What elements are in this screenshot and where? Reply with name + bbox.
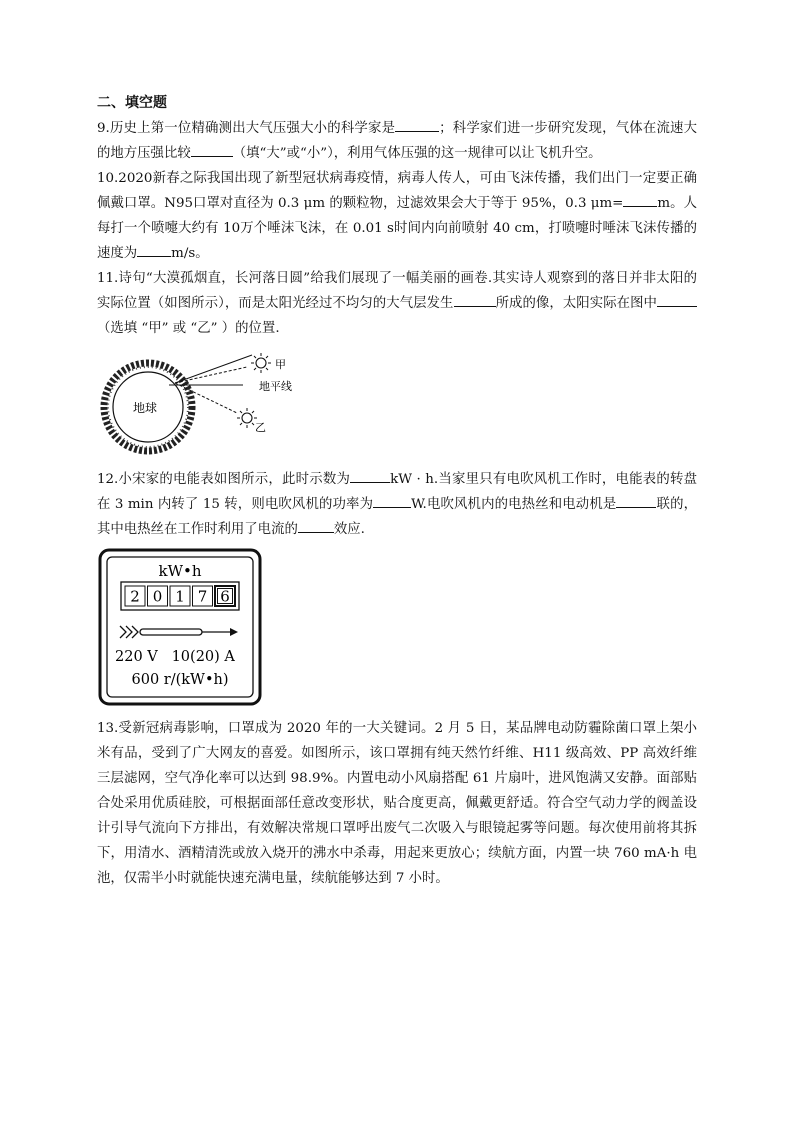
question-10-text-1: 10.2020新春之际我国出现了新型冠状病毒疫情，病毒人传人，可由飞沫传播，我们出门一定要正确佩戴口罩。N95口罩对直径为 0.3 μm 的颗粒物，过滤效果会大于等于 95%，0.3 μm= bbox=[97, 171, 697, 211]
meter-digit: 1 bbox=[175, 587, 185, 606]
question-9 bbox=[97, 116, 697, 166]
meter-digit: 7 bbox=[197, 587, 208, 606]
question-12-text-2: kW · h.当家里只有电吹风机工作时，电能表的转盘在 3 min 内转了 15 转，则电吹风机的功率为 bbox=[97, 472, 697, 512]
question-11 bbox=[97, 266, 697, 341]
answer-blank[interactable] bbox=[395, 116, 439, 132]
meter-rating: 220 V 10(20) A bbox=[115, 649, 235, 665]
question-10 bbox=[97, 166, 697, 266]
answer-blank[interactable] bbox=[137, 241, 171, 257]
meter-unit: kW•h bbox=[158, 562, 202, 580]
question-12-text-5: 效应. bbox=[333, 522, 365, 537]
question-10-text-3: m/s。 bbox=[171, 246, 209, 261]
question-11-text-1: 11.诗句“大漠孤烟直，长河落日圆”给我们展现了一幅美丽的画卷.其实诗人观察到的落日并非太阳的实际位置（如图所示），而是太阳光经过不均匀的大气层发生 bbox=[97, 271, 697, 311]
question-9-text-1: 9.历史上第一位精确测出大气压强大小的科学家是 bbox=[97, 121, 396, 136]
question-12-text-3: W.电吹风机内的电热丝和电动机是 bbox=[411, 497, 617, 512]
actual-sun-line bbox=[175, 383, 237, 413]
answer-blank[interactable] bbox=[623, 191, 657, 207]
question-12-text-4: 联的，其中电热丝在工作时利用了电流的 bbox=[97, 497, 697, 537]
meter-constant: 600 r/(kW•h) bbox=[131, 672, 229, 688]
sun-icon bbox=[237, 408, 257, 428]
question-9-text-3: （填“大”或“小”），利用气体压强的这一规律可以让飞机升空。 bbox=[232, 146, 602, 161]
horizon-label: 地平线 bbox=[259, 380, 292, 393]
answer-blank[interactable] bbox=[373, 492, 411, 508]
question-12 bbox=[97, 467, 697, 542]
answer-blank[interactable] bbox=[657, 291, 697, 307]
refracted-light-ray bbox=[175, 355, 252, 383]
sun-icon bbox=[251, 353, 271, 373]
document-content bbox=[97, 92, 697, 891]
answer-blank[interactable] bbox=[191, 141, 233, 157]
question-13: 13.受新冠病毒影响，口罩成为 2020 年的一大关键词。2 月 5 日，某品牌电动防霾除菌口罩上架小米有品，受到了广大网友的喜爱。如图所示，该口罩拥有纯天然竹纤维、H11 级高效、PP 高效纤维三层滤网，空气净化率可以达到 98.9%。内置电动小风扇搭配 61 片扇叶，进风饱满又安静。面部贴合处采用优质硅胶，可根据面部任意改变形状，贴合度更高，佩戴更舒适。符合空气动力学的阀盖设计引导气流向下方排出，有效解决常规口罩呼出废气二次吸入与眼镜起雾等问题。每次使用前将其拆下，用清水、酒精清洗或放入烧开的沸水中杀毒，用起来更放心；续航方面，内置一块 760 mA·h 电池，仅需半小时就能快速充满电量，续航能够达到 7 小时。 bbox=[97, 721, 697, 886]
earth-label: 地球 bbox=[133, 401, 158, 415]
answer-blank[interactable] bbox=[298, 517, 334, 533]
electric-meter-figure bbox=[98, 548, 268, 708]
section-title: 二、填空题 bbox=[97, 95, 167, 111]
earth-sunset-figure bbox=[97, 347, 357, 457]
meter-digit: 2 bbox=[130, 587, 140, 606]
question-10-text-2: m。人每打一个喷嚏大约有 10万个唾沫飞沫，在 0.01 s时间内向前喷射 40 cm，打喷嚏时唾沫飞沫传播的速度为 bbox=[97, 196, 697, 261]
sun-label-yi: 乙 bbox=[255, 421, 266, 434]
question-12-text-1: 12.小宋家的电能表如图所示，此时示数为 bbox=[97, 472, 351, 487]
meter-digit: 6 bbox=[220, 587, 230, 606]
question-9-text-2: ；科学家们进一步研究发现，气体在流速大的地方压强比较 bbox=[97, 121, 697, 161]
question-11-text-2: 所成的像，太阳实际在图中 bbox=[495, 296, 657, 311]
answer-blank[interactable] bbox=[454, 291, 496, 307]
meter-digit: 0 bbox=[152, 587, 163, 606]
answer-blank[interactable] bbox=[616, 492, 656, 508]
question-11-text-3: （选填 “甲” 或 “乙” ）的位置. bbox=[97, 321, 280, 336]
answer-blank[interactable] bbox=[350, 467, 390, 483]
sun-label-jia: 甲 bbox=[275, 358, 286, 371]
